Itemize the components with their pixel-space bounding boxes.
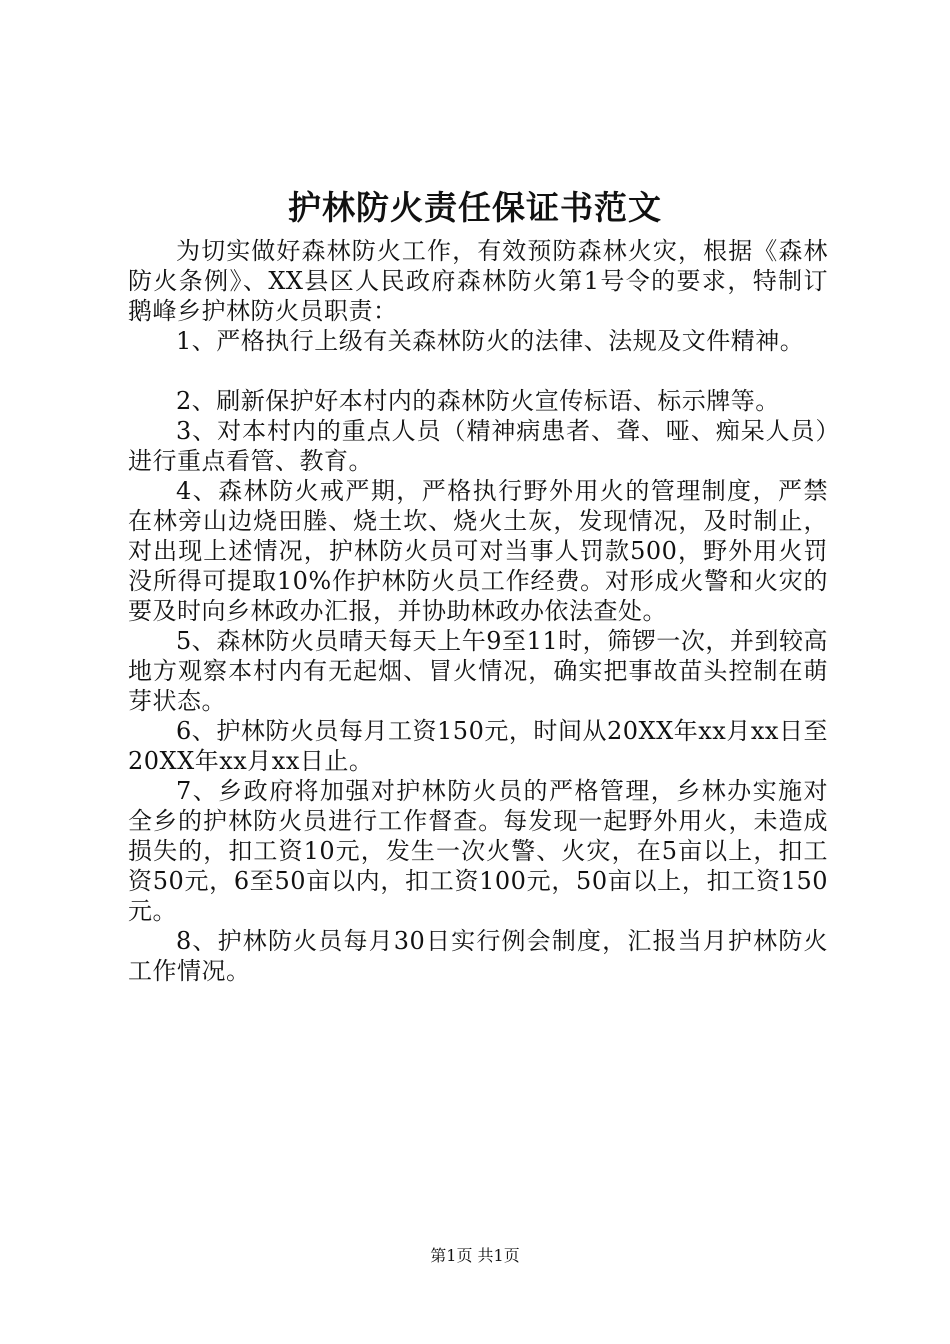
clause-2-paragraph: 2、刷新保护好本村内的森林防火宣传标语、标示牌等。 — [176, 387, 780, 415]
clause-6-paragraph: 6、护林防火员每月工资150元，时间从20XX年xx月xx日至20XX年xx月xx日止。 — [128, 717, 828, 775]
page-number-footer: 第1页 共1页 — [430, 1246, 520, 1265]
clause-4-paragraph: 4、森林防火戒严期，严格执行野外用火的管理制度，严禁在林旁山边烧田塍、烧土坎、烧火土灰，发现情况，及时制止，对出现上述情况，护林防火员可对当事人罚款500，野外用火罚没所得可提取10%作护林防火员工作经费。对形成火警和火灾的要及时向乡林政办汇报，并协助林政办依法查处。 — [128, 477, 828, 625]
clause-3-paragraph: 3、对本村内的重点人员（精神病患者、聋、哑、痴呆人员）进行重点看管、教育。 — [128, 417, 828, 475]
clause-7-paragraph: 7、乡政府将加强对护林防火员的严格管理，乡林办实施对全乡的护林防火员进行工作督查。每发现一起野外用火，未造成损失的，扣工资10元，发生一次火警、火灾，在5亩以上，扣工资50元，6至50亩以内，扣工资100元，50亩以上，扣工资150元。 — [128, 777, 828, 925]
document-title: 护林防火责任保证书范文 — [288, 188, 662, 227]
intro-paragraph: 为切实做好森林防火工作，有效预防森林火灾，根据《森林防火条例》、XX县区人民政府森林防火第1号令的要求，特制订鹅峰乡护林防火员职责： — [128, 237, 828, 325]
clause-8-paragraph: 8、护林防火员每月30日实行例会制度，汇报当月护林防火工作情况。 — [128, 927, 828, 985]
document-body — [128, 236, 828, 986]
clause-1-paragraph: 1、严格执行上级有关森林防火的法律、法规及文件精神。 — [176, 327, 805, 355]
clause-5-paragraph: 5、森林防火员晴天每天上午9至11时，筛锣一次，并到较高地方观察本村内有无起烟、冒火情况，确实把事故苗头控制在萌芽状态。 — [128, 627, 828, 715]
